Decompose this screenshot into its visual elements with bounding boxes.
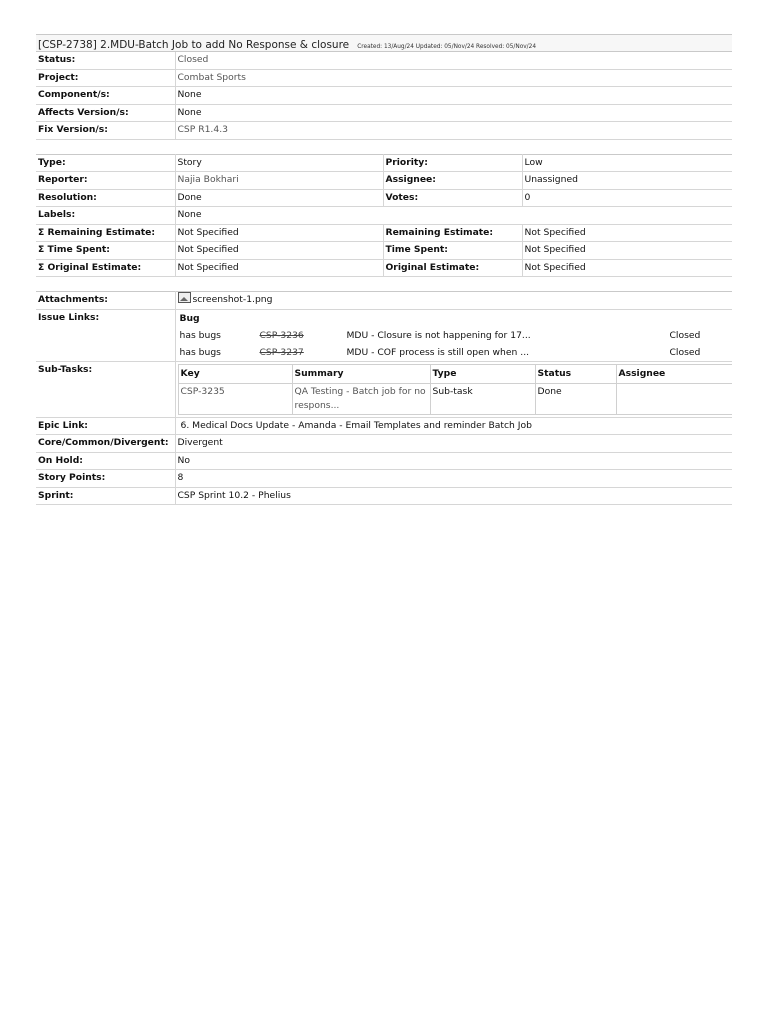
field-value: None [175,87,732,105]
subtasks-block [175,361,732,417]
details-row-original-estimate [36,259,732,277]
field-label: Votes: [383,189,522,207]
summary-fields-table [36,52,732,140]
field-label: Attachments: [36,292,175,310]
field-label: Reporter: [36,172,175,190]
field-label: Assignee: [383,172,522,190]
field-row-affects-version [36,104,732,122]
column-header: Assignee [616,364,732,383]
details-row-time-spent [36,242,732,260]
field-label: Project: [36,69,175,87]
field-row-story-points [36,470,732,488]
image-file-icon [178,292,191,303]
issue-page [36,34,732,505]
details-table [36,154,732,278]
subtask-type: Sub-task [430,383,535,414]
details-row-remaining-estimate [36,224,732,242]
issue-link-row [180,327,733,344]
issue-title: [CSP-2738] 2.MDU-Batch Job to add No Response & closure [38,39,350,51]
field-value: Low [522,154,732,172]
subtasks-header-row [178,364,732,383]
field-value [175,292,732,310]
field-value: None [175,104,732,122]
field-label: Sub-Tasks: [36,361,175,417]
details-row-resolution [36,189,732,207]
linked-issue-key[interactable]: CSP-3236 [259,329,304,341]
field-value[interactable]: CSP R1.4.3 [175,122,732,140]
subtask-row [178,383,732,414]
column-header: Status [535,364,616,383]
field-value: Unassigned [522,172,732,190]
details-row-labels [36,207,732,225]
field-label: Core/Common/Divergent: [36,435,175,453]
linked-issue-key[interactable]: CSP-3237 [259,346,304,358]
field-label: Remaining Estimate: [383,224,522,242]
field-label: Time Spent: [383,242,522,260]
field-label: Priority: [383,154,522,172]
reporter-link[interactable]: Najia Bokhari [175,172,383,190]
field-label: Affects Version/s: [36,104,175,122]
field-label: Status: [36,52,175,69]
field-label: Resolution: [36,189,175,207]
field-value: 8 [175,470,732,488]
linked-issue-status: Closed [669,329,701,341]
issue-links-block [175,309,732,361]
field-row-components [36,87,732,105]
column-header: Type [430,364,535,383]
field-label: Issue Links: [36,309,175,361]
field-label: On Hold: [36,452,175,470]
field-value: 0 [522,189,732,207]
field-label: Original Estimate: [383,259,522,277]
field-label: Sprint: [36,487,175,505]
subtask-assignee [616,383,732,414]
epic-link[interactable]: 6. Medical Docs Update - Amanda - Email Templates and reminder Batch Job [175,417,732,435]
field-row-subtasks [36,361,732,417]
field-value: Done [175,189,383,207]
field-row-status [36,52,732,69]
field-value: Not Specified [175,242,383,260]
field-label: Σ Original Estimate: [36,259,175,277]
field-value: Closed [175,52,732,69]
column-header: Key [178,364,292,383]
field-value: CSP Sprint 10.2 - Phelius [175,487,732,505]
field-row-issue-links [36,309,732,361]
field-row-on-hold [36,452,732,470]
link-group-title: Bug [179,312,200,324]
extra-fields-table [36,291,732,505]
link-relation: has bugs [179,346,221,358]
field-value: Not Specified [175,224,383,242]
subtask-status: Done [535,383,616,414]
field-row-attachments [36,292,732,310]
field-row-sprint [36,487,732,505]
linked-issue-status: Closed [669,346,701,358]
link-relation: has bugs [179,329,221,341]
linked-issue-summary: MDU - COF process is still open when ... [346,346,530,358]
field-label: Epic Link: [36,417,175,435]
subtasks-table [178,364,733,415]
field-label: Labels: [36,207,175,225]
field-value: Not Specified [522,242,732,260]
field-label: Story Points: [36,470,175,488]
field-value: Not Specified [522,224,732,242]
attachment-link[interactable]: screenshot-1.png [192,294,273,305]
field-value: No [175,452,732,470]
field-value: Not Specified [175,259,383,277]
issue-link-row [180,344,733,361]
field-value: Divergent [175,435,732,453]
subtask-key[interactable]: CSP-3235 [178,383,292,414]
field-label: Σ Remaining Estimate: [36,224,175,242]
field-value: None [175,207,732,225]
field-row-core-common-divergent [36,435,732,453]
issue-header [36,34,732,52]
details-row-reporter [36,172,732,190]
subtask-summary[interactable]: QA Testing - Batch job for no respons... [292,383,430,414]
linked-issue-summary: MDU - Closure is not happening for 17... [346,329,531,341]
column-header: Summary [292,364,430,383]
field-row-fix-version [36,122,732,140]
field-label: Fix Version/s: [36,122,175,140]
field-value: Story [175,154,383,172]
field-row-project [36,69,732,87]
issue-dates: Created: 13/Aug/24 Updated: 05/Nov/24 Resolved: 05/Nov/24 [357,44,537,50]
field-row-epic-link [36,417,732,435]
field-label: Component/s: [36,87,175,105]
field-label: Σ Time Spent: [36,242,175,260]
details-row-type [36,154,732,172]
field-value[interactable]: Combat Sports [175,69,732,87]
field-value: Not Specified [522,259,732,277]
field-label: Type: [36,154,175,172]
